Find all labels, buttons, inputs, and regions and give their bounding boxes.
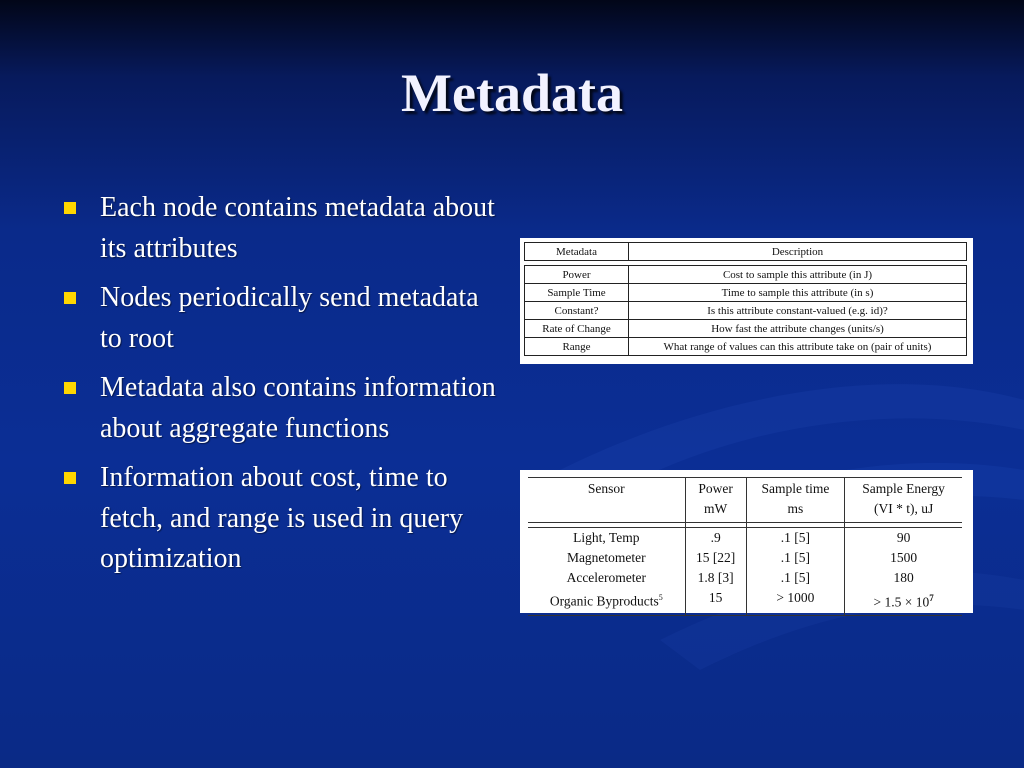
bullet-text: Information about cost, time to fetch, and range is used in query optimization [100,462,464,574]
table-cell: Magnetometer [566,550,646,565]
table-cell: How fast the attribute changes (units/s) [629,320,967,338]
square-bullet-icon [64,472,76,484]
table-cell: What range of values can this attribute take on (pair of units) [629,338,967,356]
table-header-cell: Metadata [525,243,629,261]
table-cell: > $1.5 \times 10^7$ [845,588,962,615]
table-cell: Sample Time [525,284,629,302]
bullet-item [60,188,500,269]
table-cell: > 1000 [746,588,845,615]
table-header-cell: Sensor [528,478,685,523]
table-cell: Cost to sample this attribute (in J) [629,266,967,284]
table-row [528,528,962,549]
table-header-cell: Power mW [685,478,746,523]
table-row [525,338,967,356]
bullet-text: Nodes periodically send metadata to root [100,282,479,354]
table-cell: 90 [845,528,962,549]
table-cell: 15 [22] [685,548,746,568]
table-cell: Time to sample this attribute (in s) [629,284,967,302]
bullet-list [60,188,500,589]
table-row [528,548,962,568]
square-bullet-icon [64,292,76,304]
table-cell: Light, Temp [573,530,640,545]
table-cell: Rate of Change [525,320,629,338]
table-row [525,266,967,284]
table-cell: Range [525,338,629,356]
table-header-cell: Sample Energy (VI * t), uJ [845,478,962,523]
footnote-mark: 5 [658,593,663,602]
table-header-cell: Sample time ms [746,478,845,523]
table-cell: 180 [845,568,962,588]
table-row [528,588,962,615]
exponent: 7 [929,593,934,603]
table-header-cell: Description [629,243,967,261]
table-cell: Accelerometer [566,570,647,585]
table-cell: 15 [685,588,746,615]
metadata-table [524,242,967,356]
metadata-table-image [520,238,973,364]
sensor-table-image [520,470,973,613]
slide-title: Metadata [401,63,623,123]
bullet-item [60,368,500,449]
bullet-item [60,458,500,580]
table-cell: .1 [5] [746,568,845,588]
table-cell: .1 [5] [746,548,845,568]
table-row [525,284,967,302]
bullet-item [60,278,500,359]
table-cell: Power [525,266,629,284]
bullet-text: Each node contains metadata about its attributes [100,192,495,264]
sensor-table [528,477,962,616]
table-cell: .9 [685,528,746,549]
table-cell: Is this attribute constant-valued (e.g. id)? [629,302,967,320]
table-row [528,568,962,588]
table-row [525,320,967,338]
square-bullet-icon [64,202,76,214]
table-row [525,302,967,320]
table-cell: Organic Byproducts$^5$ [528,588,685,615]
table-header-row [525,243,967,261]
table-cell: 1500 [845,548,962,568]
table-cell: Constant? [525,302,629,320]
bullet-text: Metadata also contains information about aggregate functions [100,372,496,444]
square-bullet-icon [64,382,76,394]
table-cell: 1.8 [3] [685,568,746,588]
table-cell: .1 [5] [746,528,845,549]
table-header-row [528,478,962,523]
